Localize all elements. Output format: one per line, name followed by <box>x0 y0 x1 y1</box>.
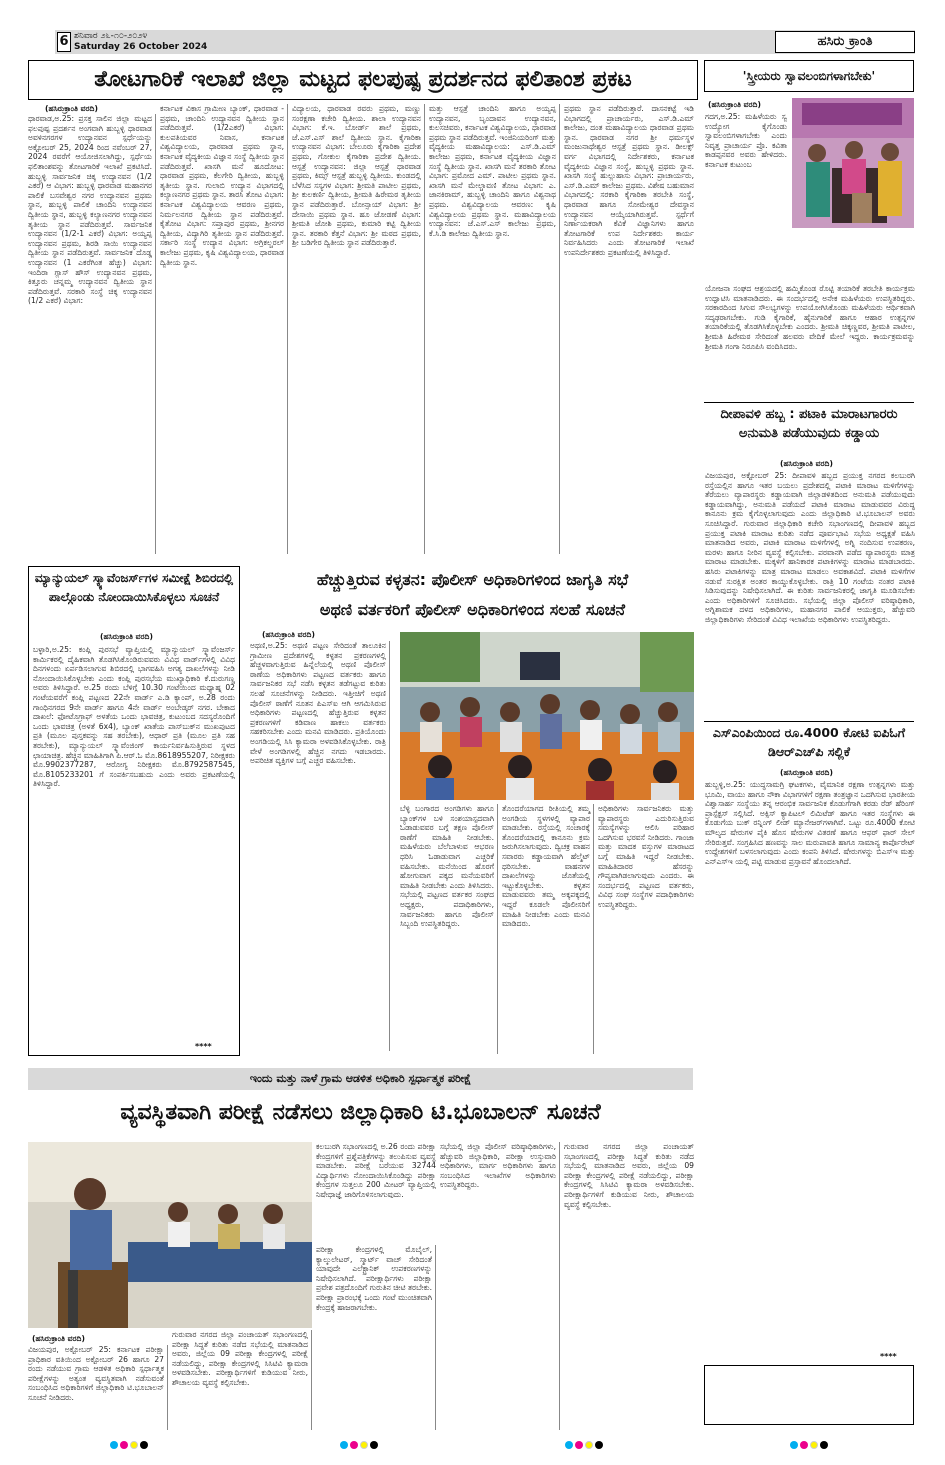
cyan-dot <box>790 1441 798 1449</box>
divider <box>704 721 914 722</box>
lead-col-2: ಕರ್ನಾಟಕ ವಿಕಾಸ ಗ್ರಾಮೀಣ ಬ್ಯಾಂಕ್, ಧಾರವಾಡ - ಪ್ರಥಮ, ಚಾಂದಿನಿ ಉದ್ಯಾನವನ ದ್ವಿತೀಯ ಸ್ಥಾನ ಪಡೆದಿರುತ್ತವೆ. (1/2ಎಕರೆ) ವಿಭಾಗ: ಕುಲಪತಿಯವರ ನಿವಾಸ, ಕರ್ನಾಟಕ ವಿಶ್ವವಿದ್ಯಾಲಯ, ಧಾರವಾಡ ಪ್ರಥಮ ಸ್ಥಾನ, ಕರ್ನಾಟಕ ವೈದ್ಯಕೀಯ ವಿಜ್ಞಾನ ಸಂಸ್ಥೆ ದ್ವಿತೀಯ ಸ್ಥಾನ ಪಡೆದಿರುತ್ತವೆ. ಖಾಸಗಿ ಮನೆ ಹೂದೋಟ: ಧಾರವಾಡ ಪ್ರಥಮ, ಕೆಲಗೇರಿ ದ್ವಿತೀಯ, ಹುಬ್ಬಳ್ಳಿ ತೃತೀಯ ಸ್ಥಾನ. ಗುಲಾಬಿ ಉದ್ಯಾನ ವಿಭಾಗದಲ್ಲಿ ಕಲ್ಯಾಣನಗರ ಪ್ರಥಮ ಸ್ಥಾನ. ತಾರಸಿ ತೋಟ ವಿಭಾಗ: ಕರ್ನಾಟಕ ವಿಶ್ವವಿದ್ಯಾಲಯ ಆವರಣ ಪ್ರಥಮ, ನಿರ್ಮಲನಗರ ದ್ವಿತೀಯ ಸ್ಥಾನ ಪಡೆದಿರುತ್ತವೆ. ಕೈತೋಟ ವಿಭಾಗ: ಸಪ್ತಾಪುರ ಪ್ರಥಮ, ಶ್ರೀನಗರ ದ್ವಿತೀಯ, ವಿದ್ಯಾಗಿರಿ ತೃತೀಯ ಸ್ಥಾನ ಪಡೆದಿರುತ್ತವೆ. ಸರ್ಕಾರಿ ಸಂಸ್ಥೆ ಉದ್ಯಾನ ವಿಭಾಗ: ಅಗ್ರಿಕಲ್ಚರಲ್ ಕಾಲೇಜು ಪ್ರಥಮ, ಕೃಷಿ ವಿಶ್ವವಿದ್ಯಾಲಯ, ಧಾರವಾಡ ದ್ವಿತೀಯ ಸ್ಥಾನ. <box>160 104 288 554</box>
exam-meeting-photo <box>28 1142 312 1328</box>
exam-meeting-photo-image <box>28 1142 312 1328</box>
dateline <box>74 31 207 53</box>
lead-col-4: ಮತ್ತು ಆಸ್ಪತ್ರೆ ಚಾಂದಿನಿ ಹಾಗೂ ಅಯ್ಯಪ್ಪ ಉದ್ಯಾನವನ, ಬೃಂದಾವನ ಉದ್ಯಾನವನ, ಕುಲಸಚಿವರು, ಕರ್ನಾಟಕ ವಿಶ್ವವಿದ್ಯಾಲಯ, ಧಾರವಾಡ ಪ್ರಥಮ ಸ್ಥಾನ ಪಡೆದಿರುತ್ತವೆ. ಇಂಜಿನಿಯರಿಂಗ್ ಮತ್ತು ವೈದ್ಯಕೀಯ ಮಹಾವಿದ್ಯಾಲಯ: ಎಸ್.ಡಿ.ಎಮ್ ಕಾಲೇಜು ಪ್ರಥಮ, ಕರ್ನಾಟಕ ವೈದ್ಯಕೀಯ ವಿಜ್ಞಾನ ಸಂಸ್ಥೆ ದ್ವಿತೀಯ ಸ್ಥಾನ. ಖಾಸಗಿ ಮನೆ ತರಕಾರಿ ತೋಟ ವಿಭಾಗ: ಪ್ರಮೋದ ಎಮ್. ಪಾಟೀಲ ಪ್ರಥಮ ಸ್ಥಾನ. ಖಾಸಗಿ ಮನೆ ಮೇಲ್ಚಾವಣಿ ತೋಟ ವಿಭಾಗ: ಎ. ಜಾನಕಿರಾಮ್, ಹುಬ್ಬಳ್ಳಿ ಚಾಂದಿನಿ ಹಾಗೂ ವಿಶ್ವನಾಥ ಪ್ರಥಮ. ವಿಶ್ವವಿದ್ಯಾಲಯ ಆವರಣ: ಕೃಷಿ ವಿಶ್ವವಿದ್ಯಾಲಯ ಪ್ರಥಮ ಸ್ಥಾನ. ಮಹಾವಿದ್ಯಾಲಯ ಉದ್ಯಾನವನ: ಜೆ.ಎಸ್.ಎಸ್ ಕಾಲೇಜು ಪ್ರಥಮ, ಕೆ.ಸಿ.ಡಿ ಕಾಲೇಜು ದ್ವಿತೀಯ ಸ್ಥಾನ. <box>429 104 560 554</box>
scavengers-body: ಬಳ್ಳಾರಿ,ಅ.25: ಕಂಪ್ಲಿ ಪುರಸಭೆ ವ್ಯಾಪ್ತಿಯಲ್ಲಿ ಮ್ಯಾನ್ಯುಯಲ್ ಸ್ಕ್ಯಾವೆಂಜರ್ಸ್ ಕಾರ್ಮಿಕರಲ್ಲಿ ದೈಹಿಕವಾಗಿ ತೊಡಗಿಸಿಕೊಂಡಿರುವವರು ವಿವಿಧ ವಾರ್ಡ್‌ಗಳಲ್ಲಿ ವಿವಿಧ ದಿನಗಳಂದು ಏರ್ಪಡಿಸಲಾಗುವ ಶಿಬಿರದಲ್ಲಿ ಭಾಗವಹಿಸಿ ಅಗತ್ಯ ದಾಖಲೆಗಳನ್ನು ನೀಡಿ ನೋಂದಾಯಿಸಿಕೊಳ್ಳಬೇಕು ಎಂದು ಕಂಪ್ಲಿ ಪುರಸಭೆಯ ಮುಖ್ಯಾಧಿಕಾರಿ ಕೆ.ದುರುಗಣ್ಣ ಅವರು ತಿಳಿಸಿದ್ದಾರೆ. ಅ.25 ರಂದು ಬೆಳಿಗ್ಗೆ 10.30 ಗಂಟೆಯಿಂದ ಮಧ್ಯಾಹ್ನ 02 ಗಂಟೆಯವರೆಗೆ ಕಂಪ್ಲಿ ಪಟ್ಟಣದ 22ನೇ ವಾರ್ಡ್ ಎ.ಡಿ ಕ್ಯಾಂಪ್, ಅ.28 ರಂದು ಗಾಂಧಿನಗರದ 9ನೇ ವಾರ್ಡ್ ಹಾಗೂ 4ನೇ ವಾರ್ಡ್ ಅಂಬೇಡ್ಕರ್ ನಗರ. ಬೇಕಾದ ದಾಖಲೆ: ಫೋಟೊಗ್ರಾಫ್ ಅಳತೆಯ ಒಂದು ಭಾವಚಿತ್ರ, ಕುಟುಂಬದ ಸದಸ್ಯರೊಂದಿಗೆ ಒಂದು ಭಾವಚಿತ್ರ (ಅಳತೆ 6x4), ಬ್ಯಾಂಕ್ ಖಾತೆಯ ಪಾಸ್‌ಬುಕ್‌ನ ಮುಖಪುಟದ ಪ್ರತಿ (ಮೂಲ ಪುಸ್ತಕವನ್ನು ಸಹ ತರಬೇಕು), ಆಧಾರ್ ಪ್ರತಿ (ಮೂಲ ಪ್ರತಿ ಸಹ ತರಬೇಕು), ಮ್ಯಾನ್ಯುಯಲ್ ಸ್ಕ್ಯಾವೆಂಜಿಂಗ್ ಕಾರ್ಯನಿರ್ವಹಿಸುತ್ತಿರುವ ಸ್ಥಳದ ಛಾಯಾಚಿತ್ರ. ಹೆಚ್ಚಿನ ಮಾಹಿತಿಗಾಗಿ ಪಿ.ಆರ್.ಓ ಮೊ.8618955207, ನಿರೀಕ್ಷಕರು ಮೊ.9902377287, ಆರೋಗ್ಯ ನಿರೀಕ್ಷಕರು ಮೊ.8792587545, ಮೊ.8105233201 ಗೆ ಸಂಪರ್ಕಿಸಬಹುದು ಎಂದು ಅವರು ಪ್ರಕಟಣೆಯಲ್ಲಿ ತಿಳಿಸಿದ್ದಾರೆ. <box>33 645 235 789</box>
theft-col-2: ಬೆಳ್ಳಿ ಬಂಗಾರದ ಅಂಗಡಿಗಳು ಹಾಗೂ ಬ್ಯಾಂಕ್‌ಗಳ ಬಳಿ ಸಂಶಯಾಸ್ಪದವಾಗಿ ಓಡಾಡುವವರ ಬಗ್ಗೆ ತಕ್ಷಣ ಪೊಲೀಸ್ ಠಾಣೆಗೆ ಮಾಹಿತಿ ನೀಡಬೇಕು. ಮಹಿಳೆಯರು ಬೆಲೆಬಾಳುವ ಆಭರಣ ಧರಿಸಿ ಓಡಾಡುವಾಗ ಎಚ್ಚರಿಕೆ ವಹಿಸಬೇಕು. ಮನೆಯಿಂದ ಹೊರಗೆ ಹೋಗುವಾಗ ಪಕ್ಕದ ಮನೆಯವರಿಗೆ ಮಾಹಿತಿ ನೀಡಬೇಕು ಎಂದು ತಿಳಿಸಿದರು. ಸಭೆಯಲ್ಲಿ ಪಟ್ಟಣದ ವರ್ತಕರ ಸಂಘದ ಅಧ್ಯಕ್ಷರು, ಪದಾಧಿಕಾರಿಗಳು, ಸಾರ್ವಜನಿಕರು ಹಾಗೂ ಪೊಲೀಸ್ ಸಿಬ್ಬಂದಿ ಉಪಸ್ಥಿತರಿದ್ದರು. <box>400 804 498 1054</box>
smp-body: ಹುಬ್ಬಳ್ಳಿ,ಅ.25: ಯುದ್ಧಸಾಮಗ್ರಿ ಘಟಕಗಳು, ವೈಮಾನಿಕ ರಕ್ಷಣಾ ಉತ್ಪನ್ನಗಳು ಮತ್ತು ಭೂಮಿ, ವಾಯು ಹಾಗೂ ನೌಕಾ ವಿಭಾಗಗಳಿಗೆ ರಕ್ಷಣಾ ತಂತ್ರಜ್ಞಾನ ಒದಗಿಸುವ ಭಾರತೀಯ ವಿಶ್ವಾಸಾರ್ಹ ಸಂಸ್ಥೆಯು ತನ್ನ ಆರಂಭಿಕ ಸಾರ್ವಜನಿಕ ಕೊಡುಗೆಗಾಗಿ ಕರಡು ರೆಡ್ ಹೆರಿಂಗ್ ಪ್ರಾಸ್ಪೆಕ್ಟಸ್ ಸಲ್ಲಿಸಿದೆ. ಅಕ್ಸಿಸ್ ಕ್ಯಾಪಿಟಲ್ ಲಿಮಿಟೆಡ್ ಹಾಗೂ ಇತರ ಸಂಸ್ಥೆಗಳು ಈ ಕೊಡುಗೆಯ ಬುಕ್ ರನ್ನಿಂಗ್ ಲೀಡ್ ಮ್ಯಾನೇಜರ್‌ಗಳಾಗಿವೆ. ಒಟ್ಟು ರೂ.4000 ಕೋಟಿ ಮೌಲ್ಯದ ಷೇರುಗಳ ಪೈಕಿ ಹೊಸ ಷೇರುಗಳ ವಿತರಣೆ ಹಾಗೂ ಆಫರ್ ಫಾರ್ ಸೇಲ್ ಸೇರಿರುತ್ತವೆ. ಸಂಗ್ರಹಿಸಿದ ಹಣವನ್ನು ಸಾಲ ಮರುಪಾವತಿ ಹಾಗೂ ಸಾಮಾನ್ಯ ಕಾರ್ಪೊರೇಟ್ ಉದ್ದೇಶಗಳಿಗೆ ಬಳಸಲಾಗುವುದು ಎಂದು ಕಂಪನಿ ತಿಳಿಸಿದೆ. ಷೇರುಗಳನ್ನು ಬಿಎಸ್‌ಇ ಮತ್ತು ಎನ್‌ಎಸ್‌ಇ ಯಲ್ಲಿ ಪಟ್ಟಿ ಮಾಡುವ ಪ್ರಸ್ತಾವನೆ ಹೊಂದಲಾಗಿದೆ. <box>705 780 915 866</box>
magenta-dot <box>120 1441 128 1449</box>
theft-headline-2: ಅಥಣಿ ವರ್ತಕರಿಗೆ ಪೊಲೀಸ್ ಅಧಿಕಾರಿಗಳಿಂದ ಸಲಹೆ ಸೂಚನೆ <box>319 600 626 619</box>
diwali-headline: ದೀಪಾವಳಿ ಹಬ್ಬ : ಪಟಾಕಿ ಮಾರಾಟಗಾರರು ಅನುಮತಿ ಪಡೆಯುವುದು ಕಡ್ಡಾಯ <box>720 407 898 441</box>
date-english: Saturday 26 October 2024 <box>74 42 208 52</box>
diwali-credit: (ಹಸಿರುಕ್ರಾಂತಿ ವರದಿ) <box>780 459 833 468</box>
cyan-dot <box>340 1441 348 1449</box>
women-headline: 'ಸ್ತ್ರೀಯರು ಸ್ವಾವಲಂಬಿಗಳಾಗಬೇಕು' <box>742 69 876 83</box>
theft-col-3: ತೊಂದರೆಯಾಗದ ರೀತಿಯಲ್ಲಿ ತಮ್ಮ ಅಂಗಡಿಯ ಸ್ಥಳಗಳಲ್ಲಿ ವ್ಯಾಪಾರ ಮಾಡಬೇಕು. ರಸ್ತೆಯಲ್ಲಿ ಸಂಚಾರಕ್ಕೆ ತೊಂದರೆಯಾದಲ್ಲಿ ಕಾನೂನು ಕ್ರಮ ಜರುಗಿಸಲಾಗುವುದು. ದ್ವಿಚಕ್ರ ವಾಹನ ಸವಾರರು ಕಡ್ಡಾಯವಾಗಿ ಹೆಲ್ಮೆಟ್ ಧರಿಸಬೇಕು. ವಾಹನಗಳ ದಾಖಲೆಗಳನ್ನು ಜೊತೆಯಲ್ಲಿ ಇಟ್ಟುಕೊಳ್ಳಬೇಕು. ಕಳ್ಳತನ ಮಾಡುವವರು ತಮ್ಮ ಅಕ್ಕಪಕ್ಕದಲ್ಲಿ ಇದ್ದರೆ ಕೂಡಲೇ ಪೊಲೀಸರಿಗೆ ಮಾಹಿತಿ ನೀಡಬೇಕು ಎಂದು ಮನವಿ ಮಾಡಿದರು. <box>502 804 594 1054</box>
black-dot <box>595 1441 603 1449</box>
lead-col-5: ಪ್ರಥಮ ಸ್ಥಾನ ಪಡೆದಿರುತ್ತಾರೆ. ದಾಸನಕಟ್ಟೆ ಇಡಿ ವಿಭಾಗದಲ್ಲಿ ಪ್ರಾಚಾರ್ಯರು, ಎಸ್.ಡಿ.ಎಮ್ ಕಾಲೇಜು, ದಂತ ಮಹಾವಿದ್ಯಾಲಯ ಧಾರವಾಡ ಪ್ರಥಮ ಸ್ಥಾನ. ಧಾರವಾಡ ನಗರ ಶ್ರೀ ಧರ್ಮಸ್ಥಳ ಮಂಜುನಾಥೇಶ್ವರ ಆಸ್ಪತ್ರೆ ಪ್ರಥಮ ಸ್ಥಾನ. ಡೀಲಕ್ಸ್ ವರ್ಗ ವಿಭಾಗದಲ್ಲಿ ನಿರ್ದೇಶಕರು, ಕರ್ನಾಟಕ ವೈದ್ಯಕೀಯ ವಿಜ್ಞಾನ ಸಂಸ್ಥೆ, ಹುಬ್ಬಳ್ಳಿ ಪ್ರಥಮ ಸ್ಥಾನ. ಖಾಸಗಿ ಸಂಸ್ಥೆ ಹುಲ್ಲುಹಾಸು ವಿಭಾಗ: ಪ್ರಾಚಾರ್ಯರು, ಎಸ್.ಡಿ.ಎಮ್ ಕಾಲೇಜು ಪ್ರಥಮ. ವಿಶೇಷ ಬಹುಮಾನ ವಿಭಾಗದಲ್ಲಿ: ಸರಕಾರಿ ಕೈಗಾರಿಕಾ ತರಬೇತಿ ಸಂಸ್ಥೆ, ಧಾರವಾಡ ಹಾಗೂ ಸೋಮೇಶ್ವರ ದೇವಸ್ಥಾನ ಉದ್ಯಾನವನ ಆಯ್ಕೆಯಾಗಿರುತ್ತವೆ. ಸ್ಪರ್ಧೆಗೆ ನಿರ್ಣಾಯಕರಾಗಿ ಕೆವಿಕೆ ವಿಜ್ಞಾನಿಗಳು ಹಾಗೂ ತೋಟಗಾರಿಕೆ ಉಪ ನಿರ್ದೇಶಕರು ಕಾರ್ಯ ನಿರ್ವಹಿಸಿದರು ಎಂದು ತೋಟಗಾರಿಕೆ ಇಲಾಖೆ ಉಪನಿರ್ದೇಶಕರು ಪ್ರಕಟಣೆಯಲ್ಲಿ ತಿಳಿಸಿದ್ದಾರೆ. <box>564 104 694 257</box>
lead-credit: (ಹಸಿರುಕ್ರಾಂತಿ ವರದಿ) <box>45 104 98 113</box>
exam-col-4: ಸಭೆಯಲ್ಲಿ ಜಿಲ್ಲಾ ಪೊಲೀಸ್ ವರಿಷ್ಠಾಧಿಕಾರಿಗಳು, ಹೆಚ್ಚುವರಿ ಜಿಲ್ಲಾಧಿಕಾರಿ, ಪರೀಕ್ಷಾ ಉಸ್ತುವಾರಿ ಅಧಿಕಾರಿಗಳು, ಮಾರ್ಗ ಅಧಿಕಾರಿಗಳು ಹಾಗೂ ಸಂಬಂಧಿಸಿದ ಇಲಾಖೆಗಳ ಅಧಿಕಾರಿಗಳು ಉಪಸ್ಥಿತರಿದ್ದರು. <box>440 1142 560 1430</box>
yellow-dot <box>130 1441 138 1449</box>
scavengers-credit: (ಹಸಿರುಕ್ರಾಂತಿ ವರದಿ) <box>100 632 153 641</box>
theft-col-1: ಅಥಣಿ,ಅ.25: ಅಥಣಿ ಪಟ್ಟಣ ಸೇರಿದಂತೆ ತಾಲೂಕಿನ ಗ್ರಾಮೀಣ ಪ್ರದೇಶಗಳಲ್ಲಿ ಕಳ್ಳತನ ಪ್ರಕರಣಗಳಲ್ಲಿ ಹೆಚ್ಚಳವಾಗುತ್ತಿರುವ ಹಿನ್ನೆಲೆಯಲ್ಲಿ ಅಥಣಿ ಪೊಲೀಸ್ ಠಾಣೆಯ ಅಧಿಕಾರಿಗಳು ಪಟ್ಟಣದ ವರ್ತಕರು ಹಾಗೂ ಸಾರ್ವಜನಿಕರ ಸಭೆ ನಡೆಸಿ ಕಳ್ಳತನ ತಡೆಗಟ್ಟುವ ಕುರಿತು ಸಲಹೆ ಸೂಚನೆಗಳನ್ನು ನೀಡಿದರು. ಇತ್ತೀಚಿಗೆ ಅಥಣಿ ಪೊಲೀಸ್ ಠಾಣೆಗೆ ನೂತನ ಪಿಎಸ್ಐ ಆಗಿ ಆಗಮಿಸಿರುವ ಅಧಿಕಾರಿಗಳು ಪಟ್ಟಣದಲ್ಲಿ ಹೆಚ್ಚುತ್ತಿರುವ ಕಳ್ಳತನ ಪ್ರಕರಣಗಳಿಗೆ ಕಡಿವಾಣ ಹಾಕಲು ವರ್ತಕರು ಸಹಕರಿಸಬೇಕು ಎಂದು ಮನವಿ ಮಾಡಿದರು. ಪ್ರತಿಯೊಂದು ಅಂಗಡಿಯಲ್ಲಿ ಸಿಸಿ ಕ್ಯಾಮರಾ ಅಳವಡಿಸಿಕೊಳ್ಳಬೇಕು. ರಾತ್ರಿ ವೇಳೆ ಅಂಗಡಿಗಳಲ್ಲಿ ಹೆಚ್ಚಿನ ನಗದು ಇಡಬಾರದು. ಅಪರಿಚಿತ ವ್ಯಕ್ತಿಗಳ ಬಗ್ಗೆ ಎಚ್ಚರ ವಹಿಸಬೇಕು. <box>250 641 390 1051</box>
magenta-dot <box>800 1441 808 1449</box>
theft-meeting-photo <box>400 632 694 800</box>
exam-col-2: ಗುರುವಾರ ನಗರದ ಜಿಲ್ಲಾ ಪಂಚಾಯತ್ ಸಭಾಂಗಣದಲ್ಲಿ ಪರೀಕ್ಷಾ ಸಿದ್ಧತೆ ಕುರಿತು ನಡೆದ ಸಭೆಯಲ್ಲಿ ಮಾತನಾಡಿದ ಅವರು, ಜಿಲ್ಲೆಯ 09 ಪರೀಕ್ಷಾ ಕೇಂದ್ರಗಳಲ್ಲಿ ಪರೀಕ್ಷೆ ನಡೆಯಲಿದ್ದು, ಪರೀಕ್ಷಾ ಕೇಂದ್ರಗಳಲ್ಲಿ ಸಿಸಿಟಿವಿ ಕ್ಯಾಮರಾ ಅಳವಡಿಸಬೇಕು. ಪರೀಕ್ಷಾರ್ಥಿಗಳಿಗೆ ಕುಡಿಯುವ ನೀರು, ಶೌಚಾಲಯ ವ್ಯವಸ್ಥೆ ಕಲ್ಪಿಸಬೇಕು. <box>172 1330 312 1430</box>
registration-marks <box>565 1441 603 1449</box>
masthead: ಹಸಿರು ಕ್ರಾಂತಿ <box>775 31 915 53</box>
date-kannada: ಶನಿವಾರ ೨೬-೧೦-೨೦೨೪ <box>74 31 148 41</box>
diwali-body: ವಿಜಯಪುರ, ಅಕ್ಟೋಬರ್ 25: ದೀಪಾವಳಿ ಹಬ್ಬದ ಪ್ರಯುಕ್ತ ನಗರದ ಕಲಬುರಗಿ ರಸ್ತೆಯಲ್ಲಿನ ಹಾಗೂ ಇತರ ಬಯಲು ಪ್ರದೇಶದಲ್ಲಿ ಪಟಾಕಿ ಮಾರಾಟ ಮಳಿಗೆಗಳನ್ನು ತೆರೆಯಲು ವ್ಯಾಪಾರಸ್ಥರು ಕಡ್ಡಾಯವಾಗಿ ಜಿಲ್ಲಾಡಳಿತದಿಂದ ಅನುಮತಿ ಪಡೆಯುವುದು ಕಡ್ಡಾಯವಾಗಿದ್ದು, ಅನುಮತಿ ಪಡೆಯದೆ ಪಟಾಕಿ ಮಾರಾಟ ಮಾಡುವವರ ವಿರುದ್ಧ ಕಾನೂನು ಕ್ರಮ ಕೈಗೊಳ್ಳಲಾಗುವುದು ಎಂದು ಜಿಲ್ಲಾಧಿಕಾರಿ ಟಿ.ಭೂಬಾಲನ್ ಅವರು ಸೂಚಿಸಿದ್ದಾರೆ. ಗುರುವಾರ ಜಿಲ್ಲಾಧಿಕಾರಿ ಕಚೇರಿ ಸಭಾಂಗಣದಲ್ಲಿ ದೀಪಾವಳಿ ಹಬ್ಬದ ಪ್ರಯುಕ್ತ ಪಟಾಕಿ ಮಾರಾಟ ಕುರಿತು ನಡೆದ ಪೂರ್ವಭಾವಿ ಸಭೆಯ ಅಧ್ಯಕ್ಷತೆ ವಹಿಸಿ ಮಾತನಾಡಿದ ಅವರು, ಪಟಾಕಿ ಮಾರಾಟ ಮಳಿಗೆಗಳಲ್ಲಿ ಅಗ್ನಿ ನಂದಿಸುವ ಉಪಕರಣ, ಮರಳು ಹಾಗೂ ನೀರಿನ ವ್ಯವಸ್ಥೆ ಕಲ್ಪಿಸಬೇಕು. ಪರವಾನಗಿ ಪಡೆದ ವ್ಯಾಪಾರಸ್ಥರು ಮಾತ್ರ ಮಾರಾಟ ಮಾಡಬೇಕು. ಮಕ್ಕಳಿಗೆ ಹಾನಿಕಾರಕ ಪಟಾಕಿಗಳನ್ನು ಮಾರಾಟ ಮಾಡಬಾರದು. ಹಸಿರು ಪಟಾಕಿಗಳನ್ನು ಮಾತ್ರ ಮಾರಾಟ ಮಾಡಲು ಅವಕಾಶವಿದೆ. ಪಟಾಕಿ ಮಳಿಗೆಗಳ ನಡುವೆ ಸುರಕ್ಷಿತ ಅಂತರ ಕಾಯ್ದುಕೊಳ್ಳಬೇಕು. ರಾತ್ರಿ 10 ಗಂಟೆಯ ನಂತರ ಪಟಾಕಿ ಸಿಡಿಸುವುದನ್ನು ನಿಷೇಧಿಸಲಾಗಿದೆ. ಈ ಕುರಿತು ಸಾರ್ವಜನಿಕರಲ್ಲಿ ಜಾಗೃತಿ ಮೂಡಿಸಬೇಕು ಎಂದು ಅಧಿಕಾರಿಗಳಿಗೆ ಸೂಚಿಸಿದರು. ಸಭೆಯಲ್ಲಿ ಜಿಲ್ಲಾ ಪೊಲೀಸ್ ವರಿಷ್ಠಾಧಿಕಾರಿ, ಅಗ್ನಿಶಾಮಕ ದಳದ ಅಧಿಕಾರಿಗಳು, ಮಹಾನಗರ ಪಾಲಿಕೆ ಆಯುಕ್ತರು, ಹೆಚ್ಚುವರಿ ಜಿಲ್ಲಾಧಿಕಾರಿಗಳು ಸೇರಿದಂತೆ ವಿವಿಧ ಇಲಾಖೆಯ ಅಧಿಕಾರಿಗಳು ಉಪಸ್ಥಿತರಿದ್ದರು. <box>705 471 915 624</box>
yellow-dot <box>810 1441 818 1449</box>
exam-col-3: ಪರೀಕ್ಷಾ ಕೇಂದ್ರಗಳಲ್ಲಿ ಮೊಬೈಲ್, ಕ್ಯಾಲ್ಕುಲೇಟರ್, ಸ್ಮಾರ್ಟ್ ವಾಚ್ ಸೇರಿದಂತೆ ಯಾವುದೇ ಎಲೆಕ್ಟ್ರಾನಿಕ್ ಉಪಕರಣಗಳನ್ನು ನಿಷೇಧಿಸಲಾಗಿದೆ. ಪರೀಕ್ಷಾರ್ಥಿಗಳು ಪರೀಕ್ಷಾ ಪ್ರವೇಶ ಪತ್ರದೊಂದಿಗೆ ಗುರುತಿನ ಚೀಟಿ ತರಬೇಕು. ಪರೀಕ್ಷಾ ಪ್ರಾರಂಭಕ್ಕೆ ಒಂದು ಗಂಟೆ ಮುಂಚಿತವಾಗಿ ಕೇಂದ್ರಕ್ಕೆ ಹಾಜರಾಗಬೇಕು. <box>316 1245 436 1430</box>
cyan-dot <box>565 1441 573 1449</box>
exam-col-5: ಗುರುವಾರ ನಗರದ ಜಿಲ್ಲಾ ಪಂಚಾಯತ್ ಸಭಾಂಗಣದಲ್ಲಿ ಪರೀಕ್ಷಾ ಸಿದ್ಧತೆ ಕುರಿತು ನಡೆದ ಸಭೆಯಲ್ಲಿ ಮಾತನಾಡಿದ ಅವರು, ಜಿಲ್ಲೆಯ 09 ಪರೀಕ್ಷಾ ಕೇಂದ್ರಗಳಲ್ಲಿ ಪರೀಕ್ಷೆ ನಡೆಯಲಿದ್ದು, ಪರೀಕ್ಷಾ ಕೇಂದ್ರಗಳಲ್ಲಿ ಸಿಸಿಟಿವಿ ಕ್ಯಾಮರಾ ಅಳವಡಿಸಬೇಕು. ಪರೀಕ್ಷಾರ್ಥಿಗಳಿಗೆ ಕುಡಿಯುವ ನೀರು, ಶೌಚಾಲಯ ವ್ಯವಸ್ಥೆ ಕಲ್ಪಿಸಬೇಕು. <box>564 1142 694 1209</box>
yellow-dot <box>585 1441 593 1449</box>
lead-col-1: ಧಾರವಾಡ,ಅ.25: ಪ್ರಸಕ್ತ ಸಾಲಿನ ಜಿಲ್ಲಾ ಮಟ್ಟದ ಫಲಪುಷ್ಪ ಪ್ರದರ್ಶನ ಅಂಗವಾಗಿ ಹುಬ್ಬಳ್ಳಿ ಧಾರವಾಡ ಅವಳಿನಗರಗಳ ಉದ್ಯಾನವನ ಸ್ಪರ್ಧೆಯನ್ನು ಅಕ್ಟೋಬರ್ 25, 2024 ರಿಂದ ನವೆಂಬರ್ 27, 2024 ರವರೆಗೆ ಆಯೋಜಿಸಲಾಗಿದ್ದು, ಸ್ಪರ್ಧೆಯ ಫಲಿತಾಂಶವನ್ನು ತೋಟಗಾರಿಕೆ ಇಲಾಖೆ ಪ್ರಕಟಿಸಿದೆ. ಹುಬ್ಬಳ್ಳಿ ಸಾರ್ವಜನಿಕ ಚಿಕ್ಕ ಉದ್ಯಾನವನ (1/2 ಎಕರೆ) ಆ ವಿಭಾಗ: ಹುಬ್ಬಳ್ಳಿ ಧಾರವಾಡ ಮಹಾನಗರ ಪಾಲಿಕೆ ಬಸವೇಶ್ವರ ನಗರ ಉದ್ಯಾನವನ ಪ್ರಥಮ ಸ್ಥಾನ, ಹುಬ್ಬಳ್ಳಿ ಪಾಲಿಕೆ ಚಾಂದಿನಿ ಉದ್ಯಾನವನ ದ್ವಿತೀಯ ಸ್ಥಾನ, ಹುಬ್ಬಳ್ಳಿ ಕಲ್ಯಾಣನಗರ ಉದ್ಯಾನವನ ತೃತೀಯ ಸ್ಥಾನ ಪಡೆದಿರುತ್ತವೆ. ಸಾರ್ವಜನಿಕ ಉದ್ಯಾನವನ (1/2-1 ಎಕರೆ) ವಿಭಾಗ: ಅಯ್ಯಪ್ಪ ಉದ್ಯಾನವನ ಪ್ರಥಮ, ಶಿರಡಿ ಸಾಯಿ ಉದ್ಯಾನವನ ದ್ವಿತೀಯ ಸ್ಥಾನ ಪಡೆದಿರುತ್ತವೆ. ಸಾರ್ವಜನಿಕ ದೊಡ್ಡ ಉದ್ಯಾನವನ (1 ಎಕರೆಗಿಂತ ಹೆಚ್ಚು) ವಿಭಾಗ: ಇಂದಿರಾ ಗ್ಲಾಸ್ ಹೌಸ್ ಉದ್ಯಾನವನ ಪ್ರಥಮ, ಕಿತ್ತೂರು ಚನ್ನಮ್ಮ ಉದ್ಯಾನವನ ದ್ವಿತೀಯ ಸ್ಥಾನ ಪಡೆದಿರುತ್ತವೆ. ಸರಕಾರಿ ಸಂಸ್ಥೆ ಚಿಕ್ಕ ಉದ್ಯಾನವನ (1/2 ಎಕರೆ) ವಿಭಾಗ: <box>28 114 156 554</box>
registration-marks <box>790 1441 828 1449</box>
exam-banner: ಇಂದು ಮತ್ತು ನಾಳೆ ಗ್ರಾಮ ಆಡಳಿತ ಅಧಿಕಾರಿ ಸ್ಪರ್ಧಾತ್ಮಕ ಪರೀಕ್ಷೆ <box>28 1068 693 1090</box>
theft-credit: (ಹಸಿರುಕ್ರಾಂತಿ ವರದಿ) <box>262 630 315 639</box>
smp-credit: (ಹಸಿರುಕ್ರಾಂತಿ ವರದಿ) <box>780 768 833 777</box>
magenta-dot <box>350 1441 358 1449</box>
women-photo-image <box>792 98 914 228</box>
women-credit: (ಹಸಿರುಕ್ರಾಂತಿ ವರದಿ) <box>708 100 761 109</box>
yellow-dot <box>360 1441 368 1449</box>
scavengers-headline: ಮ್ಯಾನ್ಯುಯಲ್ ಸ್ಕ್ಯಾವೆಂಜರ್ಸ್‌ಗಳ ಸಮೀಕ್ಷೆ ಶಿಬಿರದಲ್ಲಿ ಪಾಲ್ಗೊಂಡು ನೋಂದಾಯಿಸಿಕೊಳ್ಳಲು ಸೂಚನೆ <box>34 571 234 604</box>
lead-headline: ತೋಟಗಾರಿಕೆ ಇಲಾಖೆ ಜಿಲ್ಲಾ ಮಟ್ಟದ ಫಲಪುಷ್ಪ ಪ್ರದರ್ಶನದ ಫಲಿತಾಂಶ ಪ್ರಕಟ <box>28 60 698 100</box>
registration-marks <box>340 1441 378 1449</box>
women-headline-box <box>704 60 914 92</box>
exam-credit: (ಹಸಿರುಕ್ರಾಂತಿ ವರದಿ) <box>32 1334 85 1343</box>
women-body: ಯೋಜನಾ ಸಂಘದ ಆಶ್ರಯದಲ್ಲಿ ಹಮ್ಮಿಕೊಂಡ ರೊಟ್ಟಿ ತಯಾರಿಕೆ ತರಬೇತಿ ಕಾರ್ಯಕ್ರಮ ಉದ್ಘಾಟಿಸಿ ಮಾತನಾಡಿದರು. ಈ ಸಂದರ್ಭದಲ್ಲಿ ಅನೇಕ ಮಹಿಳೆಯರು ಉಪಸ್ಥಿತರಿದ್ದರು. ಸರಕಾರದಿಂದ ಸಿಗುವ ಸೌಲಭ್ಯಗಳನ್ನು ಉಪಯೋಗಿಸಿಕೊಂಡು ಮಹಿಳೆಯರು ಆರ್ಥಿಕವಾಗಿ ಸದೃಢರಾಗಬೇಕು. ಗುಡಿ ಕೈಗಾರಿಕೆ, ಹೈನುಗಾರಿಕೆ ಹಾಗೂ ಆಹಾರ ಉತ್ಪನ್ನಗಳ ತಯಾರಿಕೆಯಲ್ಲಿ ತೊಡಗಿಸಿಕೊಳ್ಳಬೇಕು ಎಂದರು. ಶ್ರೀಮತಿ ಚಿಕ್ಕಣ್ಣವರ, ಶ್ರೀಮತಿ ಪಾಟೀಲ, ಶ್ರೀಮತಿ ಹಿರೇಮಠ ಸೇರಿದಂತೆ ಹಲವರು ವೇದಿಕೆ ಮೇಲೆ ಇದ್ದರು. ಕಾರ್ಯಕ್ರಮವನ್ನು ಶ್ರೀಮತಿ ಗಂಗಾ ನಿರೂಪಿಸಿ ವಂದಿಸಿದರು. <box>705 284 915 351</box>
theft-headline-1: ಹೆಚ್ಚುತ್ತಿರುವ ಕಳ್ಳತನ: ಪೊಲೀಸ್ ಅಧಿಕಾರಿಗಳಿಂದ ಜಾಗೃತಿ ಸಭೆ <box>316 570 629 589</box>
exam-headline: ವ್ಯವಸ್ಥಿತವಾಗಿ ಪರೀಕ್ಷೆ ನಡೆಸಲು ಜಿಲ್ಲಾಧಿಕಾರಿ ಟಿ.ಭೂಬಾಲನ್ ಸೂಚನೆ <box>120 1100 601 1125</box>
divider <box>704 402 914 403</box>
black-dot <box>140 1441 148 1449</box>
exam-col-3-top: ಕಲಬುರಗಿ ಸಭಾಂಗಣದಲ್ಲಿ ಅ.26 ರಂದು ಪರೀಕ್ಷಾ ಕೇಂದ್ರಗಳಿಗೆ ಪ್ರಶ್ನೆಪತ್ರಿಕೆಗಳನ್ನು ತಲುಪಿಸುವ ವ್ಯವಸ್ಥೆ ಮಾಡಬೇಕು. ಪರೀಕ್ಷೆ ಬರೆಯುವ 32744 ವಿದ್ಯಾರ್ಥಿಗಳು ನೋಂದಾಯಿಸಿಕೊಂಡಿದ್ದು ಪರೀಕ್ಷಾ ಕೇಂದ್ರಗಳ ಸುತ್ತಲೂ 200 ಮೀಟರ್ ವ್ಯಾಪ್ತಿಯಲ್ಲಿ ನಿಷೇಧಾಜ್ಞೆ ಜಾರಿಗೊಳಿಸಲಾಗುವುದು. <box>316 1142 436 1199</box>
black-dot <box>370 1441 378 1449</box>
blank-box <box>704 1365 914 1425</box>
theft-meeting-photo-image <box>400 632 694 800</box>
smp-end-mark: **** <box>880 1352 897 1361</box>
lead-col-3: ವಿದ್ಯಾಲಯ, ಧಾರವಾಡ ರವರು ಪ್ರಥಮ, ಮಣ್ಣು ಸಂರಕ್ಷಣಾ ಕಚೇರಿ ದ್ವಿತೀಯ. ಶಾಲಾ ಉದ್ಯಾನವನ ವಿಭಾಗ: ಕೆ.ಇ. ಬೋರ್ಡ್ ಶಾಲೆ ಪ್ರಥಮ, ಜೆ.ಎಸ್.ಎಸ್ ಶಾಲೆ ದ್ವಿತೀಯ ಸ್ಥಾನ. ಕೈಗಾರಿಕಾ ಉದ್ಯಾನವನ ವಿಭಾಗ: ಬೇಲೂರು ಕೈಗಾರಿಕಾ ಪ್ರದೇಶ ಪ್ರಥಮ, ಗೋಕುಲ ಕೈಗಾರಿಕಾ ಪ್ರದೇಶ ದ್ವಿತೀಯ. ಆಸ್ಪತ್ರೆ ಉದ್ಯಾನವನ: ಜಿಲ್ಲಾ ಆಸ್ಪತ್ರೆ ಧಾರವಾಡ ಪ್ರಥಮ, ಕಿಮ್ಸ್ ಆಸ್ಪತ್ರೆ ಹುಬ್ಬಳ್ಳಿ ದ್ವಿತೀಯ. ಕುಂಡದಲ್ಲಿ ಬೆಳೆಸಿದ ಸಸ್ಯಗಳ ವಿಭಾಗ: ಶ್ರೀಮತಿ ಪಾಟೀಲ ಪ್ರಥಮ, ಶ್ರೀ ಕುಲಕರ್ಣಿ ದ್ವಿತೀಯ, ಶ್ರೀಮತಿ ಹಿರೇಮಠ ತೃತೀಯ ಸ್ಥಾನ ಪಡೆದಿರುತ್ತಾರೆ. ಬೋನ್ಸಾಯ್ ವಿಭಾಗ: ಶ್ರೀ ದೇಸಾಯಿ ಪ್ರಥಮ ಸ್ಥಾನ. ಹೂ ಜೋಡಣೆ ವಿಭಾಗ: ಶ್ರೀಮತಿ ಜೋಶಿ ಪ್ರಥಮ, ಕುಮಾರಿ ಕಟ್ಟಿ ದ್ವಿತೀಯ ಸ್ಥಾನ. ತರಕಾರಿ ಕೆತ್ತನೆ ವಿಭಾಗ: ಶ್ರೀ ಮಠದ ಪ್ರಥಮ, ಶ್ರೀ ಬಡಿಗೇರ ದ್ವಿತೀಯ ಸ್ಥಾನ ಪಡೆದಿರುತ್ತಾರೆ. <box>292 104 425 554</box>
smp-headline: ಎಸ್‌ಎಂಪಿಯಿಂದ ರೂ.4000 ಕೋಟಿ ಐಪಿಓಗೆ ಡಿಆರ್‌ಎಚ್‌ಪಿ ಸಲ್ಲಿಕೆ <box>712 725 906 759</box>
magenta-dot <box>575 1441 583 1449</box>
theft-col-4: ಅಧಿಕಾರಿಗಳು ಸಾರ್ವಜನಿಕರು ಮತ್ತು ವ್ಯಾಪಾರಸ್ಥರು ಎದುರಿಸುತ್ತಿರುವ ಸಮಸ್ಯೆಗಳನ್ನು ಆಲಿಸಿ ಪರಿಹಾರ ಒದಗಿಸುವ ಭರವಸೆ ನೀಡಿದರು. ಗಾಂಜಾ ಮತ್ತು ಮಾದಕ ವಸ್ತುಗಳ ಮಾರಾಟದ ಬಗ್ಗೆ ಮಾಹಿತಿ ಇದ್ದರೆ ನೀಡಬೇಕು. ಮಾಹಿತಿದಾರರ ಹೆಸರನ್ನು ಗೌಪ್ಯವಾಗಿಡಲಾಗುವುದು ಎಂದರು. ಈ ಸಂದರ್ಭದಲ್ಲಿ ಪಟ್ಟಣದ ವರ್ತಕರು, ವಿವಿಧ ಸಂಘ ಸಂಸ್ಥೆಗಳ ಪದಾಧಿಕಾರಿಗಳು ಉಪಸ್ಥಿತರಿದ್ದರು. <box>598 804 694 909</box>
black-dot <box>820 1441 828 1449</box>
exam-col-1: ವಿಜಯಪುರ, ಅಕ್ಟೋಬರ್ 25: ಕರ್ನಾಟಕ ಪರೀಕ್ಷಾ ಪ್ರಾಧಿಕಾರ ವತಿಯಿಂದ ಅಕ್ಟೋಬರ್ 26 ಹಾಗೂ 27 ರಂದು ನಡೆಯುವ ಗ್ರಾಮ ಆಡಳಿತ ಅಧಿಕಾರಿ ಸ್ಪರ್ಧಾತ್ಮಕ ಪರೀಕ್ಷೆಗಳನ್ನು ಅತ್ಯಂತ ವ್ಯವಸ್ಥಿತವಾಗಿ ನಡೆಸುವಂತೆ ಸಂಬಂಧಿಸಿದ ಅಧಿಕಾರಿಗಳಿಗೆ ಜಿಲ್ಲಾಧಿಕಾರಿ ಟಿ.ಭೂಬಾಲನ್ ಸೂಚನೆ ನೀಡಿದರು. <box>28 1345 168 1430</box>
page-number: 6 <box>57 32 71 52</box>
scavengers-end-mark: **** <box>195 1042 212 1051</box>
cyan-dot <box>110 1441 118 1449</box>
women-side-text: ಗದಗ,ಅ.25: ಮಹಿಳೆಯರು ಸ್ವ ಉದ್ಯೋಗ ಕೈಗೊಂಡು ಸ್ವಾವಲಂಬಿಗಳಾಗಬೇಕು ಎಂದು ನಿವೃತ್ತ ಪ್ರಾಚಾರ್ಯ ಪ್ರೊ. ಕವಿತಾ ಕಾಡಪ್ಪನವರ ಅವರು ಹೇಳಿದರು. ಕರ್ನಾಟಕ ಕುಟುಂಬ <box>705 112 787 169</box>
registration-marks <box>110 1441 148 1449</box>
women-photo <box>792 98 914 228</box>
